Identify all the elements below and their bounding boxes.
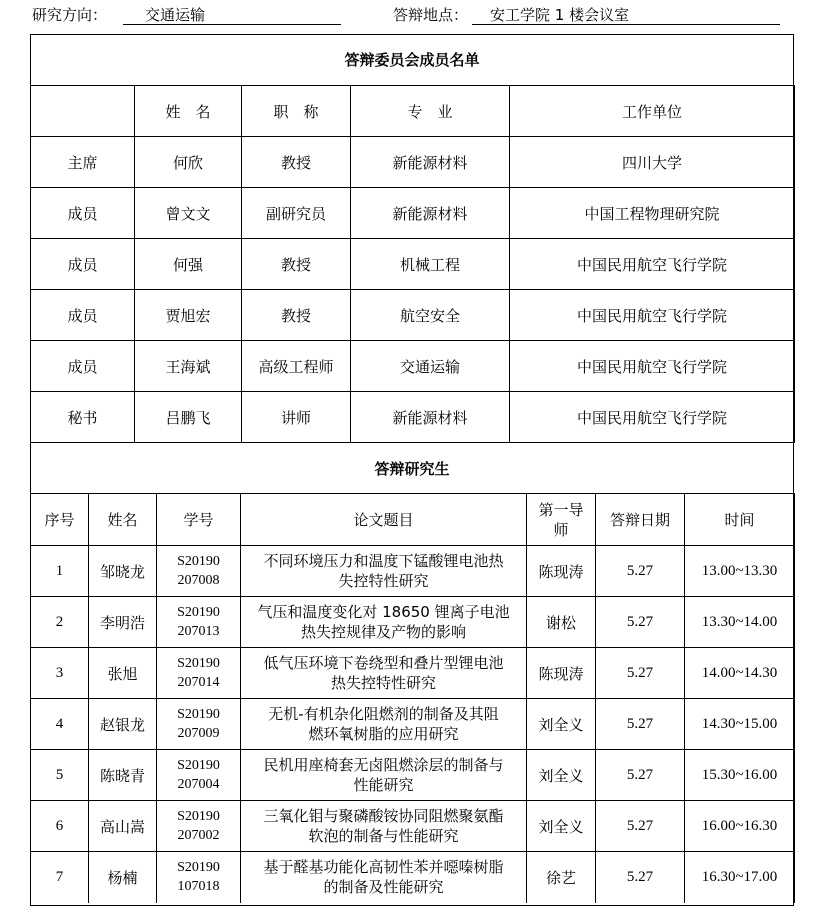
defense-date: 5.27 bbox=[596, 597, 685, 648]
col-time-header: 时间 bbox=[685, 494, 795, 546]
student-row bbox=[31, 801, 795, 852]
col-unit-header: 工作单位 bbox=[510, 86, 795, 137]
defense-time: 13.30~14.00 bbox=[685, 597, 795, 648]
student-no: 3 bbox=[31, 648, 89, 699]
defense-time: 15.30~16.00 bbox=[685, 750, 795, 801]
member-unit: 中国民用航空飞行学院 bbox=[510, 341, 795, 392]
col-no-header: 序号 bbox=[31, 494, 89, 546]
student-name: 邹晓龙 bbox=[89, 546, 157, 597]
col-name-header: 姓名 bbox=[89, 494, 157, 546]
col-topic-header: 论文题目 bbox=[241, 494, 527, 546]
research-direction-label: 研究方向： bbox=[32, 6, 108, 24]
col-advisor-header: 第一导师 bbox=[527, 494, 596, 546]
student-id: S20190 207013 bbox=[157, 597, 241, 648]
member-role: 成员 bbox=[31, 239, 135, 290]
col-sid-header: 学号 bbox=[157, 494, 241, 546]
member-unit: 中国民用航空飞行学院 bbox=[510, 290, 795, 341]
member-role: 秘书 bbox=[31, 392, 135, 443]
member-role: 主席 bbox=[31, 137, 135, 188]
member-major: 新能源材料 bbox=[351, 137, 510, 188]
member-unit: 中国民用航空飞行学院 bbox=[510, 392, 795, 443]
member-name: 贾旭宏 bbox=[135, 290, 242, 341]
defense-date: 5.27 bbox=[596, 546, 685, 597]
committee-row bbox=[31, 290, 795, 341]
member-unit: 中国工程物理研究院 bbox=[510, 188, 795, 239]
member-name: 吕鹏飞 bbox=[135, 392, 242, 443]
research-direction bbox=[32, 4, 341, 26]
student-id: S20190 107018 bbox=[157, 852, 241, 903]
student-row bbox=[31, 852, 795, 903]
col-major-header: 专 业 bbox=[351, 86, 510, 137]
defense-location-label: 答辩地点： bbox=[393, 6, 469, 24]
student-no: 5 bbox=[31, 750, 89, 801]
col-title-header: 职 称 bbox=[242, 86, 351, 137]
member-role: 成员 bbox=[31, 188, 135, 239]
student-id: S20190 207014 bbox=[157, 648, 241, 699]
committee-row bbox=[31, 188, 795, 239]
student-id: S20190 207004 bbox=[157, 750, 241, 801]
thesis-topic: 基于醛基功能化高韧性苯并噁嗪树脂 的制备及性能研究 bbox=[241, 852, 527, 903]
defense-arrangement-table bbox=[30, 34, 794, 906]
member-role: 成员 bbox=[31, 341, 135, 392]
student-name: 陈晓青 bbox=[89, 750, 157, 801]
advisor: 徐艺 bbox=[527, 852, 596, 903]
student-name: 杨楠 bbox=[89, 852, 157, 903]
committee-title: 答辩委员会成员名单 bbox=[31, 35, 793, 86]
student-name: 赵银龙 bbox=[89, 699, 157, 750]
thesis-topic: 无机-有机杂化阻燃剂的制备及其阻 燃环氧树脂的应用研究 bbox=[241, 699, 527, 750]
defense-time: 16.00~16.30 bbox=[685, 801, 795, 852]
students-table bbox=[30, 493, 795, 903]
defense-date: 5.27 bbox=[596, 648, 685, 699]
student-no: 2 bbox=[31, 597, 89, 648]
thesis-topic: 低气压环境下卷绕型和叠片型锂电池 热失控特性研究 bbox=[241, 648, 527, 699]
member-major: 交通运输 bbox=[351, 341, 510, 392]
advisor: 谢松 bbox=[527, 597, 596, 648]
student-no: 7 bbox=[31, 852, 89, 903]
student-row bbox=[31, 597, 795, 648]
member-title: 教授 bbox=[242, 239, 351, 290]
member-title: 教授 bbox=[242, 137, 351, 188]
student-row bbox=[31, 546, 795, 597]
student-name: 李明浩 bbox=[89, 597, 157, 648]
member-unit: 四川大学 bbox=[510, 137, 795, 188]
col-date-header: 答辩日期 bbox=[596, 494, 685, 546]
research-direction-value: 交通运输 bbox=[145, 6, 206, 24]
col-role-header bbox=[31, 86, 135, 137]
member-title: 讲师 bbox=[242, 392, 351, 443]
student-id: S20190 207002 bbox=[157, 801, 241, 852]
committee-row bbox=[31, 392, 795, 443]
member-major: 新能源材料 bbox=[351, 188, 510, 239]
committee-header-row bbox=[31, 86, 795, 137]
member-name: 曾文文 bbox=[135, 188, 242, 239]
thesis-topic: 民机用座椅套无卤阻燃涂层的制备与 性能研究 bbox=[241, 750, 527, 801]
defense-time: 14.00~14.30 bbox=[685, 648, 795, 699]
student-row bbox=[31, 750, 795, 801]
advisor: 陈现涛 bbox=[527, 546, 596, 597]
advisor: 刘全义 bbox=[527, 699, 596, 750]
committee-row bbox=[31, 137, 795, 188]
defense-date: 5.27 bbox=[596, 699, 685, 750]
advisor: 刘全义 bbox=[527, 750, 596, 801]
thesis-topic: 不同环境压力和温度下锰酸锂电池热 失控特性研究 bbox=[241, 546, 527, 597]
col-name-header: 姓 名 bbox=[135, 86, 242, 137]
defense-location bbox=[393, 4, 780, 26]
defense-time: 16.30~17.00 bbox=[685, 852, 795, 903]
member-major: 机械工程 bbox=[351, 239, 510, 290]
defense-location-value: 安工学院 1 楼会议室 bbox=[490, 6, 630, 24]
defense-time: 13.00~13.30 bbox=[685, 546, 795, 597]
advisor: 陈现涛 bbox=[527, 648, 596, 699]
member-role: 成员 bbox=[31, 290, 135, 341]
member-title: 高级工程师 bbox=[242, 341, 351, 392]
defense-date: 5.27 bbox=[596, 750, 685, 801]
member-name: 何欣 bbox=[135, 137, 242, 188]
student-name: 张旭 bbox=[89, 648, 157, 699]
member-title: 副研究员 bbox=[242, 188, 351, 239]
students-title: 答辩研究生 bbox=[31, 442, 793, 494]
defense-date: 5.27 bbox=[596, 801, 685, 852]
student-name: 高山嵩 bbox=[89, 801, 157, 852]
member-major: 新能源材料 bbox=[351, 392, 510, 443]
student-row bbox=[31, 648, 795, 699]
student-no: 6 bbox=[31, 801, 89, 852]
defense-time: 14.30~15.00 bbox=[685, 699, 795, 750]
committee-row bbox=[31, 341, 795, 392]
thesis-topic: 三氧化钼与聚磷酸铵协同阻燃聚氨酯 软泡的制备与性能研究 bbox=[241, 801, 527, 852]
student-no: 4 bbox=[31, 699, 89, 750]
student-row bbox=[31, 699, 795, 750]
thesis-topic: 气压和温度变化对 18650 锂离子电池 热失控规律及产物的影响 bbox=[241, 597, 527, 648]
defense-date: 5.27 bbox=[596, 852, 685, 903]
student-no: 1 bbox=[31, 546, 89, 597]
committee-table bbox=[30, 85, 795, 443]
student-id: S20190 207008 bbox=[157, 546, 241, 597]
member-major: 航空安全 bbox=[351, 290, 510, 341]
member-name: 王海斌 bbox=[135, 341, 242, 392]
member-title: 教授 bbox=[242, 290, 351, 341]
member-unit: 中国民用航空飞行学院 bbox=[510, 239, 795, 290]
student-id: S20190 207009 bbox=[157, 699, 241, 750]
member-name: 何强 bbox=[135, 239, 242, 290]
committee-row bbox=[31, 239, 795, 290]
advisor: 刘全义 bbox=[527, 801, 596, 852]
students-header-row bbox=[31, 494, 795, 546]
